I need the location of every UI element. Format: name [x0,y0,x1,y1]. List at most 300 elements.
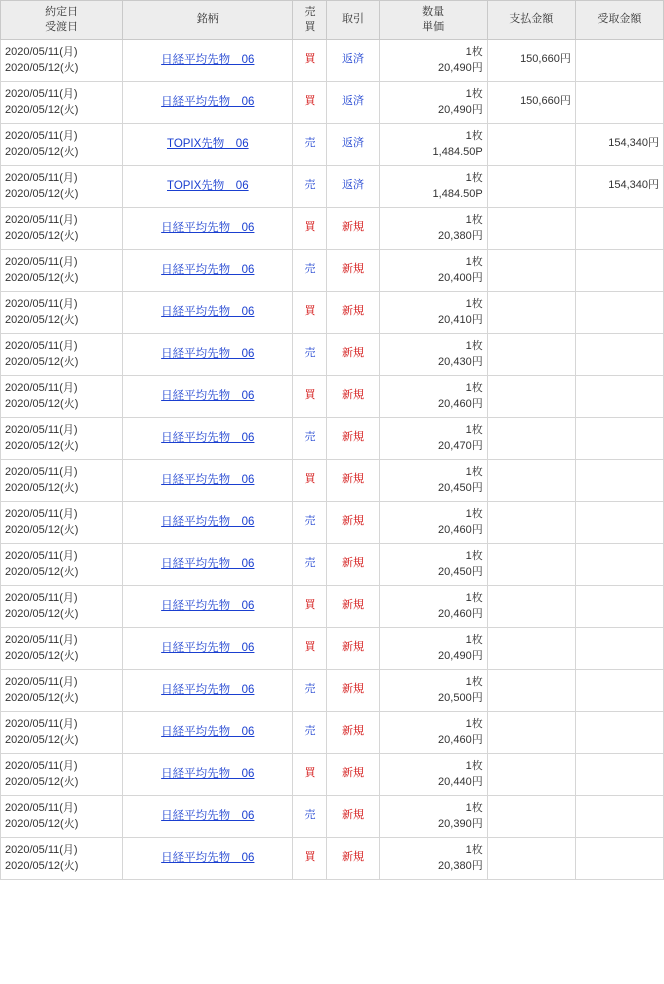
price-value: 20,410円 [438,314,483,327]
cell-quantity-price [379,333,487,375]
quantity-value: 1枚 [465,255,483,268]
trade-type-label: 新規 [342,767,364,780]
settlement-date: 2020/05/12(火) [5,776,79,789]
cell-dates [1,207,123,249]
cell-quantity-price [379,375,487,417]
trade-date: 2020/05/11(月) [5,423,78,436]
quantity-value: 1枚 [465,381,483,394]
column-header-quantity: 数量 [422,6,445,18]
cell-receipt-amount [575,249,663,291]
cell-instrument [123,837,293,879]
cell-payment-amount [487,837,575,879]
trade-type-label: 返済 [342,179,364,192]
column-header-price: 単価 [422,20,445,33]
price-value: 20,500円 [438,692,483,705]
settlement-date: 2020/05/12(火) [5,230,79,243]
cell-trade-type [327,711,379,753]
cell-trade-type [327,585,379,627]
cell-quantity-price [379,627,487,669]
instrument-link[interactable]: 日経平均先物 06 [161,557,255,570]
quantity-value: 1枚 [465,213,483,226]
cell-receipt-amount [575,711,663,753]
cell-receipt-amount [575,417,663,459]
quantity-value: 1枚 [465,297,483,310]
trade-date: 2020/05/11(月) [5,633,78,646]
cell-trade-type [327,795,379,837]
cell-receipt-amount [575,501,663,543]
instrument-link[interactable]: 日経平均先物 06 [161,683,255,696]
cell-quantity-price [379,795,487,837]
trade-type-label: 新規 [342,389,364,402]
cell-quantity-price [379,585,487,627]
cell-payment-amount [487,501,575,543]
cell-dates [1,165,123,207]
settlement-date: 2020/05/12(火) [5,692,79,705]
cell-receipt-amount [575,207,663,249]
cell-payment-amount [487,459,575,501]
cell-trade-type [327,753,379,795]
cell-trade-type [327,669,379,711]
trade-date: 2020/05/11(月) [5,45,78,58]
column-header-buy: 買 [304,20,316,33]
price-value: 20,390円 [438,818,483,831]
price-value: 20,430円 [438,356,483,369]
table-row [1,81,664,123]
cell-payment-amount [487,669,575,711]
table-row [1,669,664,711]
table-row [1,375,664,417]
cell-quantity-price [379,81,487,123]
cell-instrument [123,417,293,459]
table-body [1,39,664,879]
cell-instrument [123,123,293,165]
settlement-date: 2020/05/12(火) [5,818,79,831]
cell-buysell [293,753,327,795]
table-row [1,39,664,81]
cell-receipt-amount [575,375,663,417]
table-row [1,291,664,333]
price-value: 20,450円 [438,566,483,579]
cell-buysell [293,837,327,879]
settlement-date: 2020/05/12(火) [5,440,79,453]
cell-payment-amount [487,375,575,417]
cell-trade-type [327,627,379,669]
cell-payment-amount [487,249,575,291]
quantity-value: 1枚 [465,759,483,772]
cell-payment-amount: 150,660円 [487,39,575,81]
cell-payment-amount [487,417,575,459]
cell-buysell [293,165,327,207]
trade-type-label: 新規 [342,641,364,654]
price-value: 20,470円 [438,440,483,453]
cell-quantity-price [379,417,487,459]
cell-trade-type [327,837,379,879]
cell-instrument [123,249,293,291]
cell-dates [1,39,123,81]
price-value: 20,460円 [438,734,483,747]
trade-type-label: 新規 [342,599,364,612]
buysell-label: 買 [304,389,316,402]
trade-date: 2020/05/11(月) [5,801,78,814]
cell-payment-amount [487,207,575,249]
cell-dates [1,291,123,333]
settlement-date: 2020/05/12(火) [5,608,79,621]
column-header-trade-date: 約定日 [45,6,79,18]
cell-payment-amount [487,291,575,333]
buysell-label: 売 [304,557,316,570]
cell-instrument [123,753,293,795]
cell-trade-type [327,207,379,249]
column-header-name: 銘柄 [123,1,293,40]
cell-buysell [293,291,327,333]
table-row [1,123,664,165]
settlement-date: 2020/05/12(火) [5,272,79,285]
buysell-label: 買 [304,767,316,780]
price-value: 20,380円 [438,860,483,873]
cell-buysell [293,543,327,585]
cell-buysell [293,501,327,543]
cell-instrument [123,669,293,711]
instrument-link[interactable]: 日経平均先物 06 [161,221,255,234]
instrument-link[interactable]: 日経平均先物 06 [161,305,255,318]
instrument-link[interactable]: 日経平均先物 06 [161,809,255,822]
cell-receipt-amount [575,795,663,837]
cell-dates [1,585,123,627]
price-value: 1,484.50P [432,188,483,201]
cell-dates [1,459,123,501]
cell-dates [1,501,123,543]
instrument-link[interactable]: 日経平均先物 06 [161,347,255,360]
cell-receipt-amount [575,669,663,711]
buysell-label: 買 [304,305,316,318]
settlement-date: 2020/05/12(火) [5,398,79,411]
table-row [1,417,664,459]
trade-type-label: 新規 [342,305,364,318]
settlement-date: 2020/05/12(火) [5,104,79,117]
instrument-link[interactable]: 日経平均先物 06 [161,767,255,780]
column-header-settle-date: 受渡日 [45,20,79,33]
cell-dates [1,837,123,879]
buysell-label: 売 [304,179,316,192]
cell-instrument [123,627,293,669]
buysell-label: 買 [304,221,316,234]
table-row [1,207,664,249]
quantity-value: 1枚 [465,465,483,478]
instrument-link[interactable]: 日経平均先物 06 [161,851,255,864]
cell-instrument [123,291,293,333]
cell-dates [1,753,123,795]
table-row [1,459,664,501]
quantity-value: 1枚 [465,129,483,142]
cell-trade-type [327,333,379,375]
quantity-value: 1枚 [465,549,483,562]
trade-date: 2020/05/11(月) [5,843,78,856]
trade-date: 2020/05/11(月) [5,507,78,520]
cell-dates [1,417,123,459]
trade-date: 2020/05/11(月) [5,549,78,562]
settlement-date: 2020/05/12(火) [5,566,79,579]
trade-date: 2020/05/11(月) [5,213,78,226]
table-row [1,627,664,669]
cell-trade-type [327,81,379,123]
cell-trade-type [327,39,379,81]
settlement-date: 2020/05/12(火) [5,188,79,201]
buysell-label: 売 [304,137,316,150]
cell-trade-type [327,375,379,417]
cell-receipt-amount: 154,340円 [575,123,663,165]
instrument-link[interactable]: 日経平均先物 06 [161,95,255,108]
cell-quantity-price [379,501,487,543]
trade-date: 2020/05/11(月) [5,255,78,268]
cell-quantity-price [379,207,487,249]
cell-quantity-price [379,39,487,81]
cell-receipt-amount [575,627,663,669]
quantity-value: 1枚 [465,423,483,436]
column-header-buysell [293,1,327,40]
settlement-date: 2020/05/12(火) [5,356,79,369]
price-value: 1,484.50P [432,146,483,159]
cell-instrument [123,795,293,837]
cell-buysell [293,123,327,165]
price-value: 20,460円 [438,524,483,537]
cell-receipt-amount [575,585,663,627]
cell-buysell [293,585,327,627]
trade-date: 2020/05/11(月) [5,381,78,394]
instrument-link[interactable]: 日経平均先物 06 [161,53,255,66]
buysell-label: 売 [304,431,316,444]
trade-date: 2020/05/11(月) [5,591,78,604]
instrument-link[interactable]: 日経平均先物 06 [161,641,255,654]
buysell-label: 売 [304,515,316,528]
quantity-value: 1枚 [465,633,483,646]
trade-date: 2020/05/11(月) [5,675,78,688]
settlement-date: 2020/05/12(火) [5,314,79,327]
cell-instrument [123,375,293,417]
instrument-link[interactable]: 日経平均先物 06 [161,725,255,738]
cell-quantity-price [379,543,487,585]
quantity-value: 1枚 [465,591,483,604]
table-row [1,501,664,543]
cell-instrument [123,81,293,123]
column-header-trade-type: 取引 [327,1,379,40]
cell-quantity-price [379,711,487,753]
cell-buysell [293,207,327,249]
buysell-label: 買 [304,851,316,864]
buysell-label: 買 [304,95,316,108]
trade-type-label: 返済 [342,53,364,66]
price-value: 20,400円 [438,272,483,285]
price-value: 20,490円 [438,104,483,117]
cell-payment-amount [487,333,575,375]
instrument-link[interactable]: 日経平均先物 06 [161,473,255,486]
column-header-quantity-price [379,1,487,40]
trade-type-label: 新規 [342,515,364,528]
settlement-date: 2020/05/12(火) [5,62,79,75]
trade-date: 2020/05/11(月) [5,339,78,352]
cell-receipt-amount [575,837,663,879]
cell-dates [1,627,123,669]
cell-buysell [293,333,327,375]
cell-payment-amount [487,123,575,165]
cell-receipt-amount [575,39,663,81]
cell-buysell [293,81,327,123]
cell-instrument [123,501,293,543]
trade-type-label: 新規 [342,431,364,444]
cell-instrument [123,459,293,501]
buysell-label: 買 [304,641,316,654]
quantity-value: 1枚 [465,801,483,814]
trade-type-label: 新規 [342,347,364,360]
trade-type-label: 新規 [342,221,364,234]
buysell-label: 売 [304,263,316,276]
cell-buysell [293,795,327,837]
cell-buysell [293,39,327,81]
trade-type-label: 新規 [342,725,364,738]
buysell-label: 売 [304,725,316,738]
cell-trade-type [327,417,379,459]
cell-buysell [293,669,327,711]
cell-dates [1,669,123,711]
cell-receipt-amount: 154,340円 [575,165,663,207]
cell-dates [1,333,123,375]
cell-buysell [293,459,327,501]
cell-receipt-amount [575,291,663,333]
instrument-link[interactable]: 日経平均先物 06 [161,431,255,444]
cell-instrument [123,39,293,81]
settlement-date: 2020/05/12(火) [5,482,79,495]
price-value: 20,380円 [438,230,483,243]
trade-date: 2020/05/11(月) [5,87,78,100]
price-value: 20,460円 [438,608,483,621]
cell-receipt-amount [575,81,663,123]
cell-instrument [123,207,293,249]
price-value: 20,440円 [438,776,483,789]
trade-type-label: 返済 [342,95,364,108]
trade-type-label: 新規 [342,473,364,486]
cell-quantity-price [379,123,487,165]
buysell-label: 売 [304,683,316,696]
cell-quantity-price [379,249,487,291]
table-row [1,795,664,837]
trade-type-label: 新規 [342,809,364,822]
settlement-date: 2020/05/12(火) [5,146,79,159]
cell-receipt-amount [575,333,663,375]
quantity-value: 1枚 [465,843,483,856]
instrument-link[interactable]: TOPIX先物 06 [167,137,249,150]
cell-receipt-amount [575,459,663,501]
cell-payment-amount: 150,660円 [487,81,575,123]
cell-quantity-price [379,165,487,207]
cell-quantity-price [379,459,487,501]
settlement-date: 2020/05/12(火) [5,860,79,873]
cell-trade-type [327,459,379,501]
price-value: 20,450円 [438,482,483,495]
cell-payment-amount [487,753,575,795]
trade-date: 2020/05/11(月) [5,717,78,730]
cell-trade-type [327,249,379,291]
table-row [1,249,664,291]
settlement-date: 2020/05/12(火) [5,734,79,747]
cell-instrument [123,165,293,207]
column-header-receipt-amount: 受取金額 [575,1,663,40]
price-value: 20,490円 [438,62,483,75]
quantity-value: 1枚 [465,339,483,352]
quantity-value: 1枚 [465,45,483,58]
quantity-value: 1枚 [465,171,483,184]
cell-buysell [293,375,327,417]
column-header-payment-amount: 支払金額 [487,1,575,40]
buysell-label: 売 [304,809,316,822]
cell-trade-type [327,501,379,543]
cell-payment-amount [487,585,575,627]
price-value: 20,490円 [438,650,483,663]
cell-payment-amount [487,627,575,669]
table-row [1,585,664,627]
cell-dates [1,795,123,837]
trade-date: 2020/05/11(月) [5,759,78,772]
trade-date: 2020/05/11(月) [5,465,78,478]
cell-instrument [123,711,293,753]
cell-dates [1,375,123,417]
cell-receipt-amount [575,543,663,585]
cell-buysell [293,417,327,459]
trade-type-label: 新規 [342,263,364,276]
quantity-value: 1枚 [465,675,483,688]
cell-dates [1,123,123,165]
quantity-value: 1枚 [465,717,483,730]
settlement-date: 2020/05/12(火) [5,650,79,663]
buysell-label: 買 [304,53,316,66]
cell-quantity-price [379,753,487,795]
instrument-link[interactable]: TOPIX先物 06 [167,179,249,192]
cell-instrument [123,333,293,375]
table-row [1,711,664,753]
cell-quantity-price [379,669,487,711]
cell-quantity-price [379,837,487,879]
cell-trade-type [327,123,379,165]
trade-type-label: 新規 [342,851,364,864]
cell-trade-type [327,543,379,585]
table-row [1,837,664,879]
table-row [1,753,664,795]
cell-payment-amount [487,165,575,207]
table-row [1,543,664,585]
cell-quantity-price [379,291,487,333]
trade-type-label: 新規 [342,557,364,570]
quantity-value: 1枚 [465,507,483,520]
trade-type-label: 返済 [342,137,364,150]
cell-dates [1,81,123,123]
buysell-label: 買 [304,473,316,486]
cell-buysell [293,711,327,753]
cell-buysell [293,627,327,669]
instrument-link[interactable]: 日経平均先物 06 [161,389,255,402]
column-header-sell: 売 [304,6,316,18]
table-row [1,333,664,375]
settlement-date: 2020/05/12(火) [5,524,79,537]
table-row [1,165,664,207]
price-value: 20,460円 [438,398,483,411]
instrument-link[interactable]: 日経平均先物 06 [161,599,255,612]
cell-payment-amount [487,795,575,837]
instrument-link[interactable]: 日経平均先物 06 [161,515,255,528]
cell-buysell [293,249,327,291]
cell-trade-type [327,165,379,207]
cell-instrument [123,543,293,585]
instrument-link[interactable]: 日経平均先物 06 [161,263,255,276]
quantity-value: 1枚 [465,87,483,100]
buysell-label: 売 [304,347,316,360]
